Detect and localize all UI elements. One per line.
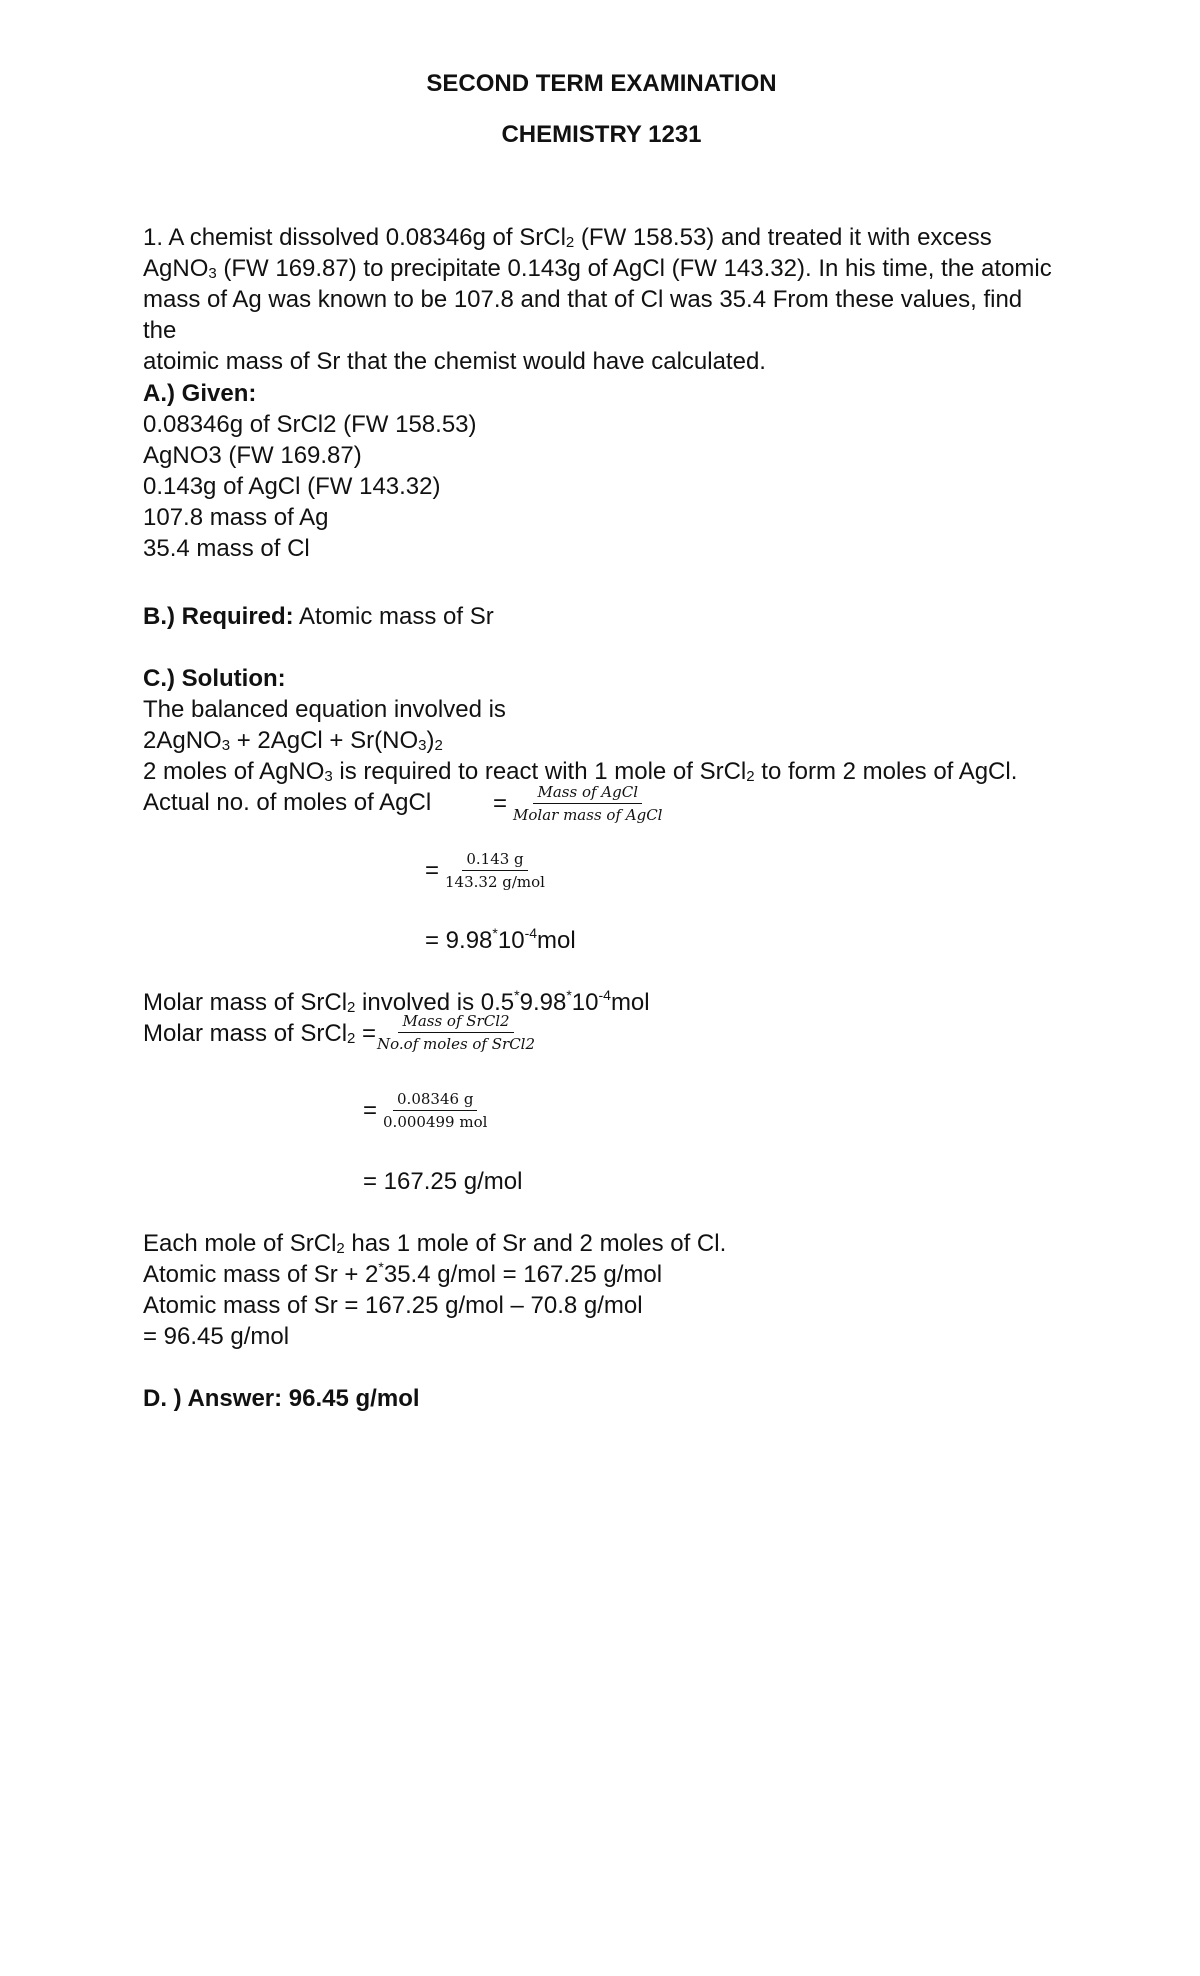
- balanced-equation: 2AgNO$_3$ + 2AgCl + $Sr(NO_3)_2$: [143, 727, 443, 754]
- required-heading: B.) Required:: [143, 603, 294, 630]
- srcl-step-fraction: $\frac{0.08346 g}{\text{0.000499 mol}}$: [383, 1090, 488, 1131]
- solution-section: [143, 663, 1017, 787]
- question-line-2: AgNO$_3$ (FW 169.87) to precipitate 0.143g of AgCl (FW 143.32). In his time, the atomic: [143, 255, 1052, 282]
- solution-heading: C.) Solution:: [143, 665, 286, 692]
- agcl-label: Actual no. of moles of AgCl: [143, 789, 432, 816]
- srcl-label: Molar mass of SrCl$_2$ =: [143, 1020, 377, 1047]
- given-item: 107.8 mass of Ag: [143, 504, 329, 531]
- exam-title: SECOND TERM EXAMINATION: [426, 70, 777, 97]
- agcl-fraction: $\frac{\text{Mass of AgCl}}{\text{Molar mass of AgCl}}$: [513, 783, 663, 824]
- agcl-substitution: = $\frac{0.143 g}{\text{143.32 g/mol}}$: [425, 850, 549, 891]
- given-item: AgNO3 (FW 169.87): [143, 442, 362, 469]
- srcl-fraction: $\frac{\text{Mass of SrCl2}}{\text{No.of moles of SrCl2}}$: [377, 1012, 536, 1053]
- solution-intro: The balanced equation involved is: [143, 696, 506, 723]
- agcl-step-fraction: $\frac{0.143 g}{\text{143.32 g/mol}}$: [445, 850, 545, 891]
- course-title: CHEMISTRY 1231: [501, 121, 702, 148]
- question-line-4: atoimic mass of Sr that the chemist would have calculated.: [143, 348, 766, 375]
- atomic-mass-step-3: = 96.45 g/mol: [143, 1323, 290, 1350]
- agcl-formula: = $\frac{\text{Mass of AgCl}}{\text{Molar mass of AgCl}}$: [493, 783, 666, 824]
- required-text: Atomic mass of Sr: [293, 603, 494, 630]
- srcl-moles-statement: Molar mass of SrCl$_2$ involved is $0.5^*9.98^*10^{-4}mol$: [143, 987, 650, 1016]
- given-heading: A.) Given:: [143, 380, 257, 407]
- given-item: 0.08346g of SrCl2 (FW 158.53): [143, 411, 477, 438]
- final-steps: [143, 1228, 726, 1352]
- given-item: 35.4 mass of Cl: [143, 535, 310, 562]
- srcl-result: = 167.25 g/mol: [363, 1168, 523, 1195]
- answer-heading: D. ) Answer: 96.45 g/mol: [143, 1385, 420, 1412]
- required-section: [143, 601, 494, 632]
- question-line-1: 1. A chemist dissolved 0.08346g of SrCl$_2$ (FW 158.53) and treated it with excess: [143, 224, 992, 251]
- given-section: [143, 378, 477, 564]
- given-item: 0.143g of AgCl (FW 143.32): [143, 473, 441, 500]
- srcl-formula: [373, 1012, 539, 1053]
- answer-section: [143, 1383, 420, 1414]
- srcl-substitution: = $\frac{0.08346 g}{\text{0.000499 mol}}$: [363, 1090, 491, 1131]
- each-mole-statement: Each mole of SrCl$_2$ has 1 mole of Sr and 2 moles of Cl.: [143, 1230, 727, 1257]
- agcl-result: = $9.98^*10^{-4}mol$: [425, 925, 576, 954]
- question-line-3: mass of Ag was known to be 107.8 and that of Cl was 35.4 From these values, find the: [143, 286, 1023, 344]
- atomic-mass-step-1: Atomic mass of Sr + 2*35.4 g/mol = 167.25 g/mol: [143, 1259, 663, 1288]
- atomic-mass-step-2: Atomic mass of Sr = 167.25 g/mol – 70.8 g/mol: [143, 1292, 643, 1319]
- question: [143, 222, 1060, 377]
- moles-statement: 2 moles of AgNO$_3$ is required to react with 1 mole of SrCl$_2$ to form 2 moles of AgCl.: [143, 758, 1018, 785]
